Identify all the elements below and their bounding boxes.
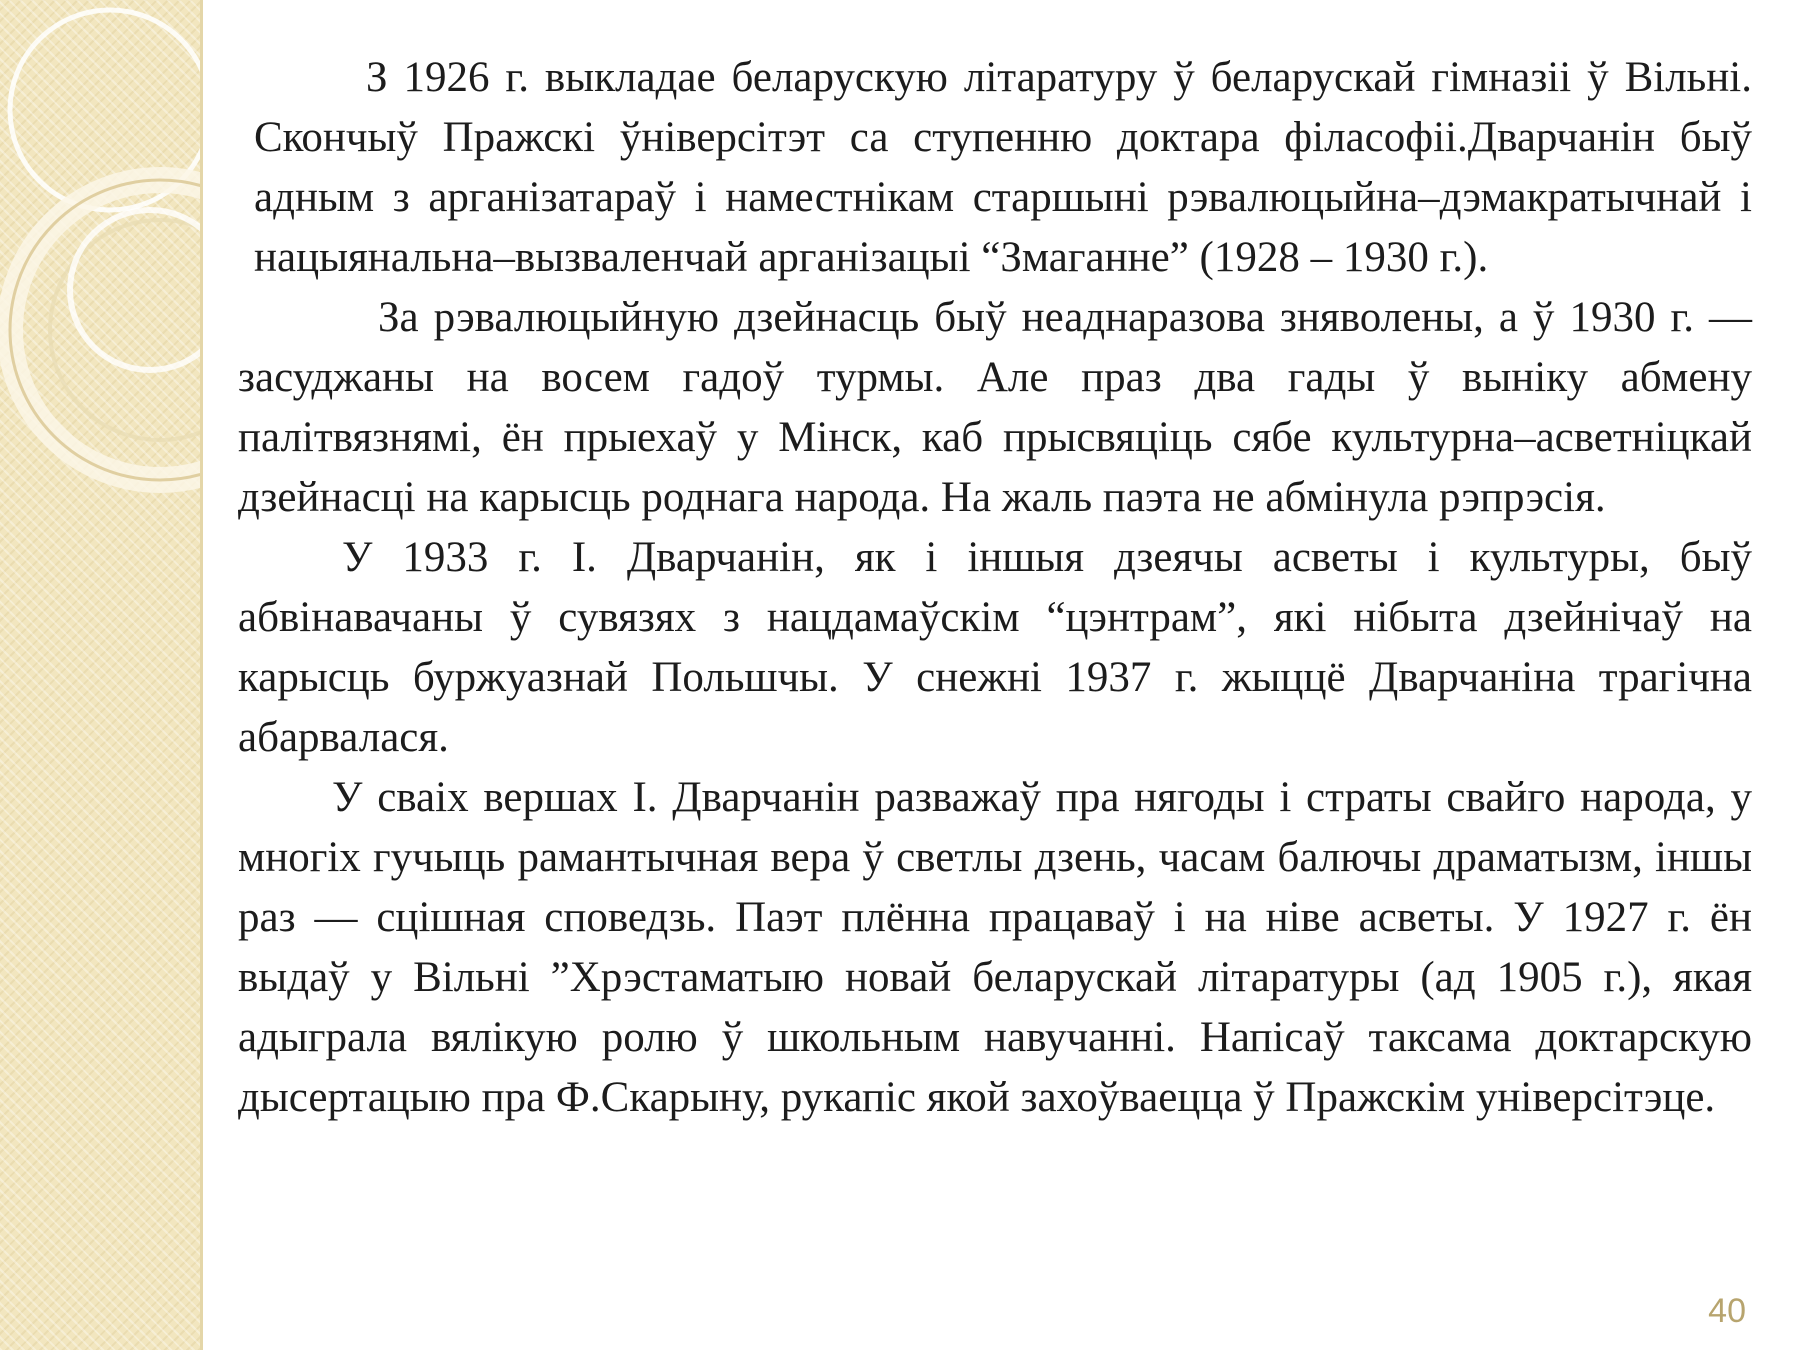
paragraph-4: У сваіх вершах І. Дварчанін разважаў пра нягоды і страты свайго народа, у многіх гучыць рамантычная вера ў светлы дзень, часам балючы драматызм, іншы раз — сцішная споведзь. Паэт плённа працаваў і на ніве асветы. У 1927 г. ён выдаў у Вільні ”Хрэстаматыю новай беларускай літаратуры (ад 1905 г.), якая адыграла вялікую ролю ў школьным навучанні. Напісаў таксама доктарскую дысертацыю пра Ф.Скарыну, рукапіс якой захоўваецца ў Пражскім універсітэце. [238, 774, 1752, 1121]
paragraph-2: За рэвалюцыйную дзейнасць быў неаднаразова зняволены, а ў 1930 г. — засуджаны на восем гадоў турмы. Але праз два гады ў выніку абмену палітвязнямі, ён прыехаў у Мінск, каб прысвяціць сябе культурна–асветніцкай дзейнасці на карысць роднага народа. На жаль паэта не абмінула рэпрэсія. [238, 294, 1752, 521]
paragraph-3: У 1933 г. І. Дварчанін, як і іншыя дзеячы асветы і культуры, быў абвінавачаны ў сувязях з нацдамаўскім “цэнтрам”, які нібыта дзейнічаў на карысць буржуазнай Польшчы. У снежні 1937 г. жыццё Дварчаніна трагічна абарвалася. [238, 534, 1752, 761]
decorative-circles-icon [0, 0, 200, 1350]
paragraph-1: З 1926 г. выкладае беларускую літаратуру ў беларускай гімназіі ў Вільні. Скончыў Пражскі ўніверсітэт са ступенню доктара філасофіі.Дварчанін быў адным з арганізатараў і наместнікам старшыні рэвалюцыйна–дэмакратычнай і нацыянальна–вызваленчай арганізацыі “Змаганне” (1928 – 1930 г.). [254, 54, 1752, 281]
page-number: 40 [1708, 1292, 1746, 1330]
sidebar-divider [200, 0, 203, 1350]
slide-body [238, 48, 1752, 1128]
decorative-sidebar [0, 0, 200, 1350]
